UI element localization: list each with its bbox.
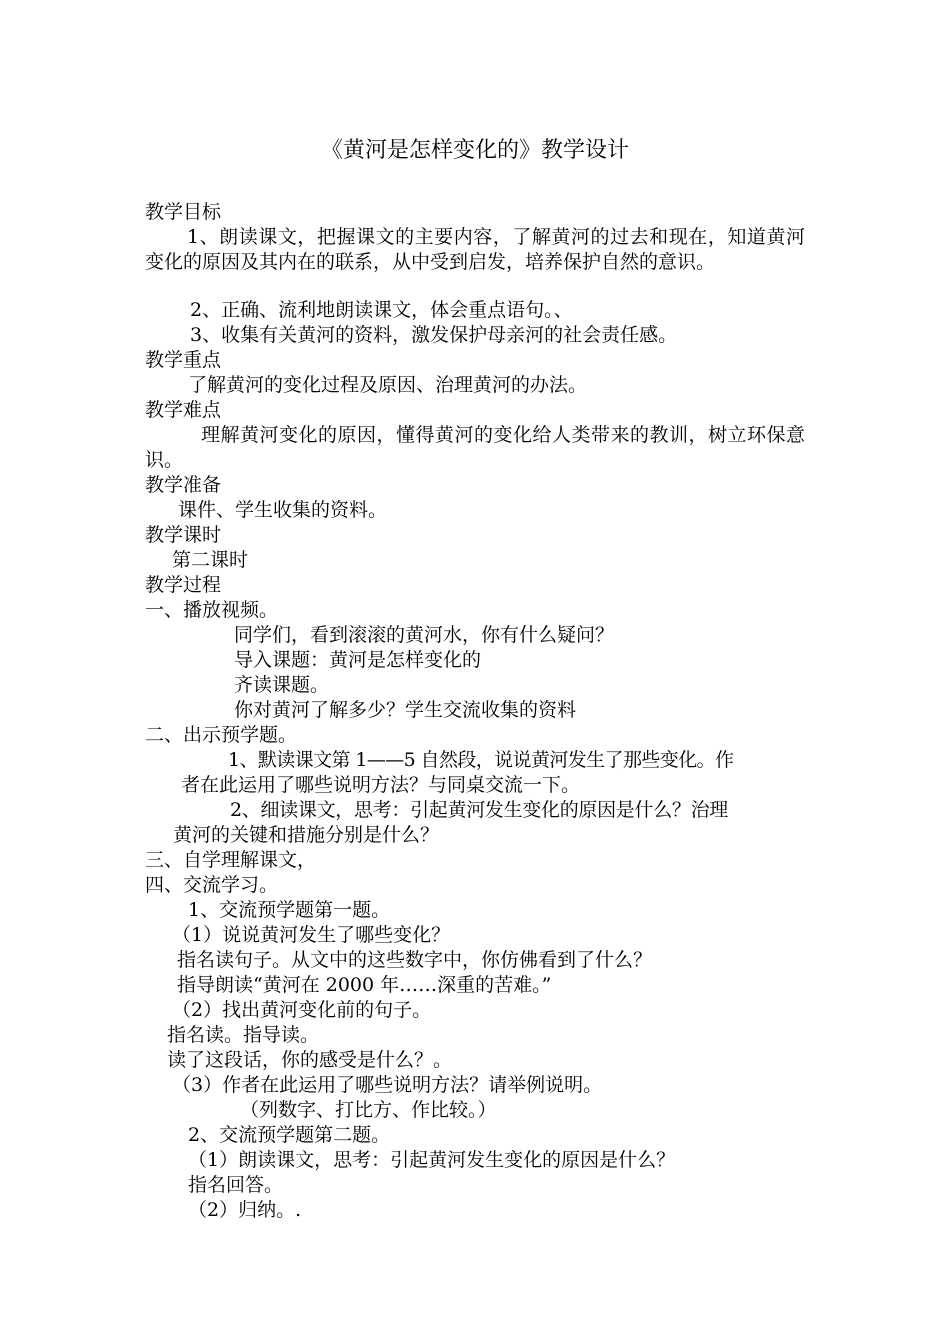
step-4-line: （1）朗读课文，思考：引起黄河发生变化的原因是什么？ xyxy=(188,1149,676,1171)
key-points-heading: 教学重点 xyxy=(145,349,222,371)
objective-item-2: 2、正确、流利地朗读课文，体会重点语句。、 xyxy=(190,299,573,321)
step-2-question-1: 1、默读课文第 1——5 自然段，说说黄河发生了那些变化。作 xyxy=(228,749,734,771)
step-3-title: 三、自学理解课文， xyxy=(145,849,317,871)
preparation-heading: 教学准备 xyxy=(145,474,222,496)
step-4-line: 读了这段话，你的感受是什么？。 xyxy=(167,1049,453,1071)
step-1-title: 一、播放视频。 xyxy=(145,599,279,621)
document-title: 《黄河是怎样变化的》教学设计 xyxy=(320,138,629,163)
step-2-title: 二、出示预学题。 xyxy=(145,724,298,746)
step-4-line: 指名回答。 xyxy=(188,1174,284,1196)
step-4-line: （2）归纳。. xyxy=(188,1199,302,1221)
difficulties-heading: 教学难点 xyxy=(145,399,222,421)
step-1-line: 同学们，看到滚滚的黄河水，你有什么疑问？ xyxy=(234,624,615,646)
objective-item-1: 1、朗读课文，把握课文的主要内容，了解黄河的过去和现在，知道黄河变化的原因及其内在的联系，从中受到启发，培养保护自然的意识。 xyxy=(145,226,805,273)
step-1-line: 你对黄河了解多少？学生交流收集的资料 xyxy=(234,699,577,721)
step-2-question-2: 2、细读课文，思考：引起黄河发生变化的原因是什么？治理 xyxy=(230,799,728,821)
step-1-line: 齐读课题。 xyxy=(234,674,330,696)
step-4-line: 1、交流预学题第一题。 xyxy=(188,899,391,921)
difficulties-text: 理解黄河变化的原因，懂得黄河的变化给人类带来的教训，树立环保意识。 xyxy=(145,424,805,471)
key-points-text: 了解黄河的变化过程及原因、治理黄河的办法。 xyxy=(188,374,588,396)
lesson-text: 第二课时 xyxy=(172,549,249,571)
step-4-line: 指名读。指导读。 xyxy=(167,1024,320,1046)
step-4-line: （1）说说黄河发生了哪些变化？ xyxy=(172,924,451,946)
objectives-heading: 教学目标 xyxy=(145,201,222,223)
step-4-title: 四、交流学习。 xyxy=(145,874,279,896)
step-4-line: （2）找出黄河变化前的句子。 xyxy=(172,999,432,1021)
step-4-line: （列数字、打比方、作比较。） xyxy=(240,1099,497,1121)
process-heading: 教学过程 xyxy=(145,574,222,596)
step-4-line: 2、交流预学题第二题。 xyxy=(188,1124,391,1146)
step-2-question-1-cont: 者在此运用了哪些说明方法？与同桌交流一下。 xyxy=(181,774,581,796)
objective-item-3: 3、收集有关黄河的资料，激发保护母亲河的社会责任感。 xyxy=(190,324,678,346)
step-2-question-2-cont: 黄河的关键和措施分别是什么？ xyxy=(173,824,440,846)
step-4-line: （3）作者在此运用了哪些说明方法？请举例说明。 xyxy=(172,1074,603,1096)
step-4-line: 指导朗读“黄河在 2000 年……深重的苦难。” xyxy=(177,974,552,996)
step-4-line: 指名读句子。从文中的这些数字中，你仿佛看到了什么？ xyxy=(177,949,653,971)
preparation-text: 课件、学生收集的资料。 xyxy=(178,499,388,521)
step-1-line: 导入课题：黄河是怎样变化的 xyxy=(234,649,482,671)
lesson-heading: 教学课时 xyxy=(145,524,222,546)
